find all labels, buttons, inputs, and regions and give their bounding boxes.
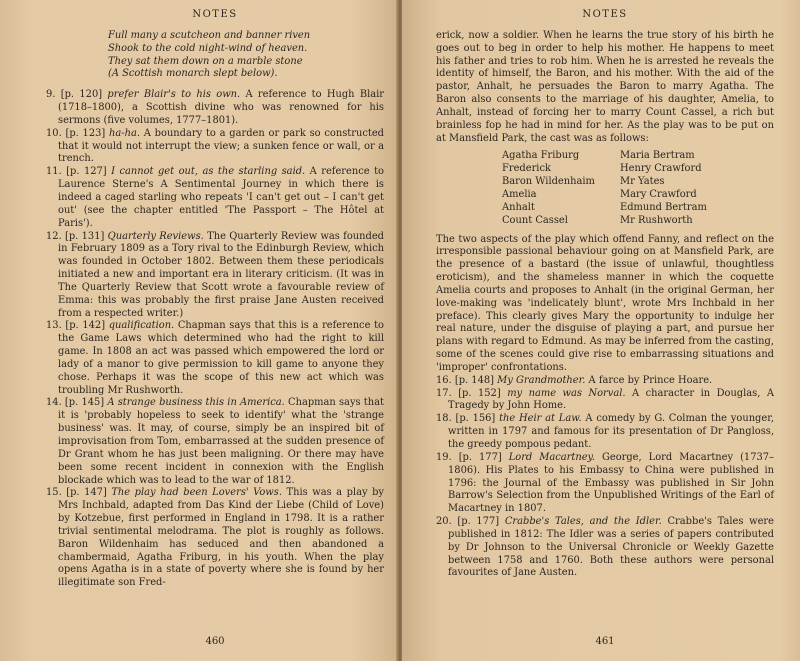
note-text: A farce by Prince Hoare. xyxy=(585,374,713,386)
cast-role: Anhalt xyxy=(502,201,535,213)
verse-line: They sat them down on a marble stone xyxy=(108,55,303,67)
cast-actor: Henry Crawford xyxy=(620,163,702,175)
note-11 xyxy=(46,166,384,230)
note-term: My Grandmother. xyxy=(497,374,586,386)
note-lead: 20. [p. 177] xyxy=(436,516,505,528)
note-text: A reference to Hugh Blair (1718–1800), a Scottish divine who was renowned for his sermons (five volumes, 1777–1801). xyxy=(58,89,384,126)
note-lead: 18. [p. 156] xyxy=(436,413,500,425)
note-term: qualification. xyxy=(108,320,175,332)
note-lead: 14. [p. 145] xyxy=(46,397,108,409)
note-term: Quarterly Reviews. xyxy=(107,230,204,242)
note-term: prefer Blair's to his own. xyxy=(107,89,241,101)
note-term: ha-ha. xyxy=(109,127,141,139)
note-term: my name was Norval. xyxy=(507,387,626,399)
verse-line: (A Scottish monarch slept below). xyxy=(108,68,278,80)
note-10 xyxy=(46,128,384,167)
note-9 xyxy=(46,89,384,128)
note-12 xyxy=(46,231,384,321)
right-page-number: 461 xyxy=(595,636,615,648)
verse-quotation xyxy=(108,30,384,81)
play-commentary: The two aspects of the play which offend Fanny, and reflect on the irresponsible passional behaviour going on at Mansfield Park, are the presence of a bastard (the issue of unlawful, thoughtless eroticism), and the shameless manner in which the coquette Amelia courts and proposes to Anhalt (in the original German, her love-making was 'indelicately blunt', wrote Mrs Inchbald in her preface). This clearly gives Mary the opportunity to indulge her real nature, under the disguise of playing a part, and pursue her plans with regard to Edmund. As may be inferred from the casting, some of the scenes could give rise to embarrassing situations and 'improper' confrontations. xyxy=(436,233,774,373)
note-term: The play had been Lovers' Vows. xyxy=(111,487,282,499)
cast-role: Amelia xyxy=(502,188,537,200)
cast-role: Agatha Friburg xyxy=(502,150,580,162)
note-lead: 10. [p. 123] xyxy=(46,127,110,139)
note-text: Chapman says that this is a reference to the Game Laws which determined who had the right to kill game. In 1808 an act was passed which empowered the lord or lady of a manor to give permission to kill game to anyone they chose. Perhaps it was the scope of this new act which was troubling Mr Rushworth. xyxy=(58,320,385,396)
cast-actor: Maria Bertram xyxy=(620,150,695,162)
note-lead: 12. [p. 131] xyxy=(46,230,108,242)
note-15 xyxy=(46,487,384,590)
note-lead: 13. [p. 142] xyxy=(46,320,109,332)
cast-role: Baron Wildenhaim xyxy=(502,176,595,188)
note-13 xyxy=(46,320,384,397)
note-term: Crabbe's Tales, and the Idler. xyxy=(504,516,662,528)
note-text: A character in Douglas, A Tragedy by John Home. xyxy=(448,387,774,412)
note-text: George, Lord Macartney (1737–1806). His Plates to his Embassy to China were published in 1796: the Journal of the Embassy was published in Sir John Barrow's Selection from the Unpublished Writings of the Earl of Macartney in 1807. xyxy=(448,451,774,515)
left-page xyxy=(0,0,398,661)
note-18 xyxy=(436,413,774,452)
note-15-continuation: erick, now a soldier. When he learns the true story of his birth he goes out to beg in order to help his mother. He happens to meet his father and tries to rob him. When he is arrested he reveals the identity of himself, the Baron, and his mother. With the aid of the pastor, Anhalt, he persuades the Baron to marry Agatha. The Baron also consents to the marriage of his daughter, Amelia, to Anhalt, instead of forcing her to marry Count Cassel, a rich but brainless fop he had in mind for her. As the play was to be put on at Mansfield Park, the cast was as follows: xyxy=(436,29,774,144)
note-text: Crabbe's Tales were published in 1812: The Idler was a series of papers contributed by Dr Johnson to the Universal Chronicle or Weekly Gazette between 1758 and 1760. Both these authors were personal favourites of Jane Austen. xyxy=(448,516,774,579)
right-running-head: NOTES xyxy=(582,9,628,20)
cast-actor: Mary Crawford xyxy=(620,188,697,200)
note-16 xyxy=(436,375,774,388)
note-text: Chapman says that it is 'probably hopeless to seek to identify' what the 'strange business' was. It may, of course, simply be an inspired bit of improvisation from Tom, embarrassed at the sudden presence of Dr Grant whom he has just been maligning. Or there may have been some recent incident in connexion with the English blockade which was to lead to the war of 1812. xyxy=(58,397,384,486)
cast-list xyxy=(502,150,774,227)
verse-line: Shook to the cold night-wind of heaven. xyxy=(108,42,308,54)
note-text: A reference to Laurence Sterne's A Sentimental Journey in which there is indeed a caged starling who repeats 'I can't get out – I can't get out' (see the chapter entitled 'The Passport – The Hôtel at Paris'). xyxy=(58,166,384,229)
note-20 xyxy=(436,516,774,580)
note-lead: 17. [p. 152] xyxy=(436,387,508,399)
cast-actor: Edmund Bertram xyxy=(620,201,707,213)
note-14 xyxy=(46,397,384,487)
note-19 xyxy=(436,452,774,516)
note-lead: 19. [p. 177] xyxy=(436,451,509,463)
cast-actor: Mr Rushworth xyxy=(620,214,693,226)
note-text: The Quarterly Review was founded in February 1809 as a Tory rival to the Edinburgh Review, which was founded in October 1802. Between them these periodicals initiated a new and important era in literary criticism. (It was in The Quarterly Review that Scott wrote a favourable review of Emma: this was probably the first praise Jane Austen received from a respected writer.) xyxy=(58,230,384,319)
note-lead: 16. [p. 148] xyxy=(436,374,498,386)
note-term: I cannot get out, as the starling said. xyxy=(111,166,306,178)
note-term: Lord Macartney. xyxy=(508,451,595,463)
cast-role: Count Cassel xyxy=(502,214,568,226)
note-lead: 15. [p. 147] xyxy=(46,487,112,499)
note-text: A boundary to a garden or park so constructed that it would not interrupt the view; a sunken fence or wall, or a trench. xyxy=(58,127,385,165)
note-lead: 11. [p. 127] xyxy=(46,166,112,178)
note-lead: 9. [p. 120] xyxy=(46,89,108,101)
verse-line: Full many a scutcheon and banner riven xyxy=(108,29,311,41)
note-text: This was a play by Mrs Inchbald, adapted from Das Kind der Liebe (Child of Love) by Kotzebue, first performed in England in 1798. It is a rather trivial sentimental melodrama. The plot is roughly as follows. Baron Wildenhaim has seduced and then abandoned a chambermaid, Agatha Friburg, in his youth. When the play opens Agatha is in a state of poverty where she is found by her illegitimate son Fred- xyxy=(58,487,384,589)
note-17 xyxy=(436,388,774,414)
right-page xyxy=(402,0,800,661)
left-running-head: NOTES xyxy=(192,9,238,20)
left-page-number: 460 xyxy=(205,636,225,648)
cast-role: Frederick xyxy=(502,163,551,175)
note-text: A comedy by G. Colman the younger, written in 1797 and famous for its presentation of Dr Pangloss, the greedy pompous pedant. xyxy=(448,413,774,450)
note-term: A strange business this in America. xyxy=(107,397,285,409)
cast-actor: Mr Yates xyxy=(620,176,665,188)
note-term: the Heir at Law. xyxy=(499,413,582,425)
